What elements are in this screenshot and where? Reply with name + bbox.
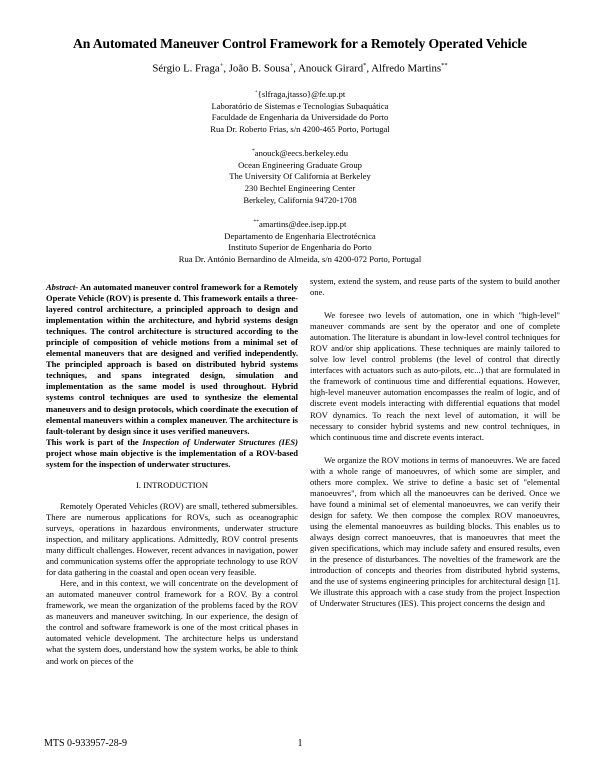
author-name: Anouck Girard [298,62,364,75]
affiliation-line: amartins@dee.isep.ipp.pt [259,218,347,229]
abstract-label: Abstract- [46,282,79,292]
affiliation-line: Rua Dr. António Bernardino de Almeida, s/n 4200-072 Porto, Portugal [178,253,422,264]
affiliation-line: {slfraga,jtasso}@fe.up.pt [257,88,346,99]
affiliation-block [0,146,600,206]
abstract-project-paragraph [46,437,298,470]
author-mark: + [219,62,224,69]
affiliation-email [0,217,600,231]
author-separator: , [366,62,372,75]
affiliation-mark: ** [253,219,260,225]
footer-isbn: MTS 0-933957-28-9 [44,738,128,749]
abstract-text: project whose main objective is the implementation of a ROV-based system for the inspection of underwater structures. [46,447,298,469]
abstract-text: An automated maneuver control framework for a Remotely Operate Vehicle (ROV) is presente d. This framework entails a three-layered control architecture, a principled approach to design and implementation within the architecture, and hybrid systems design techniques. The control architecture is structured according to the principle of composition of vehicle motions from a minimal set of elemental maneuvers that are designed and verified independently. The principled approach is based on distributed hybrid systems techniques, and spans integrated design, simulation and implementation as the same model is used throughout. Hybrid systems control techniques are used to synthesize the elemental maneuvers and to design protocols, which coordinate the execution of elemental maneuvers within a complex maneuver. The architecture is fault-tolerant by design since it uses verified maneuvers. [46,282,298,436]
author-mark: + [289,62,294,69]
affiliation-line: Faculdade de Engenharia da Universidade do Porto [211,112,389,123]
page-number: 1 [297,738,303,749]
affiliation-line: Instituto Superior de Engenharia do Porto [228,242,372,253]
affiliation-line: Laboratório de Sistemas e Tecnologias Subaquática [211,100,389,111]
author-separator: , [293,62,299,75]
body-paragraph: Remotely Operated Vehicles (ROV) are small, tethered submersibles. There are numerous applications for ROVs, such as oceanographic surveys, operations in hazardous environments, underwater structure inspection, and military applications. Admittedly, ROV control presents many difficult challenges. However, recent advances in navigation, power and communication systems offer the appropriate technology to use ROV for data gathering in the coastal and open ocean very feasible. [46,500,298,578]
affiliation-block [0,87,600,136]
author-separator: , [223,62,229,75]
section-heading: I. INTRODUCTION [135,479,209,490]
author-mark: * [363,62,367,69]
left-column [46,282,298,667]
affiliation-line: Rua Dr. Roberto Frias, s/n 4200-465 Porto, Portugal [210,123,390,134]
affiliation-line: 230 Bechtel Engineering Center [244,182,356,193]
abstract-text: This work is part of the [46,436,143,447]
project-name: Inspection of Underwater Structures (IES) [142,436,298,447]
author-name: Alfredo Martins [371,62,442,75]
affiliation-line: Ocean Engineering Graduate Group [238,159,362,170]
body-paragraph: We foresee two levels of automation, one in which "high-level" maneuver commands are sent by the operator and one of complete automation. The literature is abundant in low-level control techniques for ROV and/or ship applications. These techniques are mainly tailored to solve low level control problems (the level of control that directly interfaces with actuators such as auto-pilots, etc...) that are formulated in the framework of continuous time and differential equations. However, high-level maneuver automation encompasses the realm of logic, and of discrete event models interacting with differential equations that model ROV dynamics. To reach the next level of automation, it will be necessary to consider hybrid systems and new control techniques, in which continuous time and discrete events interact. [310,310,560,442]
affiliation-line: The University Of California at Berkeley [229,171,371,182]
affiliation-email [0,146,600,160]
author-list [0,62,600,75]
author-mark: ** [441,62,448,69]
abstract-paragraph [46,282,298,437]
paper-title: An Automated Maneuver Control Framework for a Remotely Operated Vehicle [73,36,527,51]
body-paragraph: Here, and in this context, we will concentrate on the development of an automated maneuver control framework for a ROV. By a control framework, we mean the organization of the problems faced by the ROV as maneuvers and maneuver switching. In our experience, the design of the control and software framework is one of the most critical phases in automated vehicle development. The architecture helps us understand what the system does, understand how the system works, be able to think and work on pieces of the [46,578,298,666]
author-name: João B. Sousa [228,62,290,75]
affiliation-line: Departamento de Engenharia Electrotécnica [224,230,376,241]
affiliation-line: Berkeley, California 94720-1708 [243,194,357,205]
affiliation-mark: + [254,89,258,95]
affiliation-line: anouck@eecs.berkeley.edu [254,147,348,158]
body-paragraph: system, extend the system, and reuse parts of the system to build another one. [310,276,560,298]
affiliation-mark: * [252,148,255,154]
affiliation-email [0,87,600,101]
author-name: Sérgio L. Fraga [152,62,220,75]
affiliation-block [0,217,600,266]
right-column [310,276,560,609]
body-paragraph: We organize the ROV motions in terms of manoeuvres. We are faced with a whole range of manoeuvres, of which some are simpler, and others more complex. We strive to define a basic set of "elemental manoeuvres", from which all the manoeuvres can be derived. Once we have found a minimal set of elemental manoeuvres, we can verify their design for safety. We then compose the complex ROV manoeuvres, using the elemental manoeuvres as building blocks. This enables us to always design correct manoeuvres, that is manoeuvres that meet the given specifications, which may include safety and ensured results, even in the presence of disturbances. The novelties of the framework are the introduction of concepts and theories from distributed hybrid systems, and the use of systems engineering principles for architectural design [1]. We illustrate this approach with a case study from the project Inspection of Underwater Structures (IES). This project concerns the design and [310,454,560,609]
